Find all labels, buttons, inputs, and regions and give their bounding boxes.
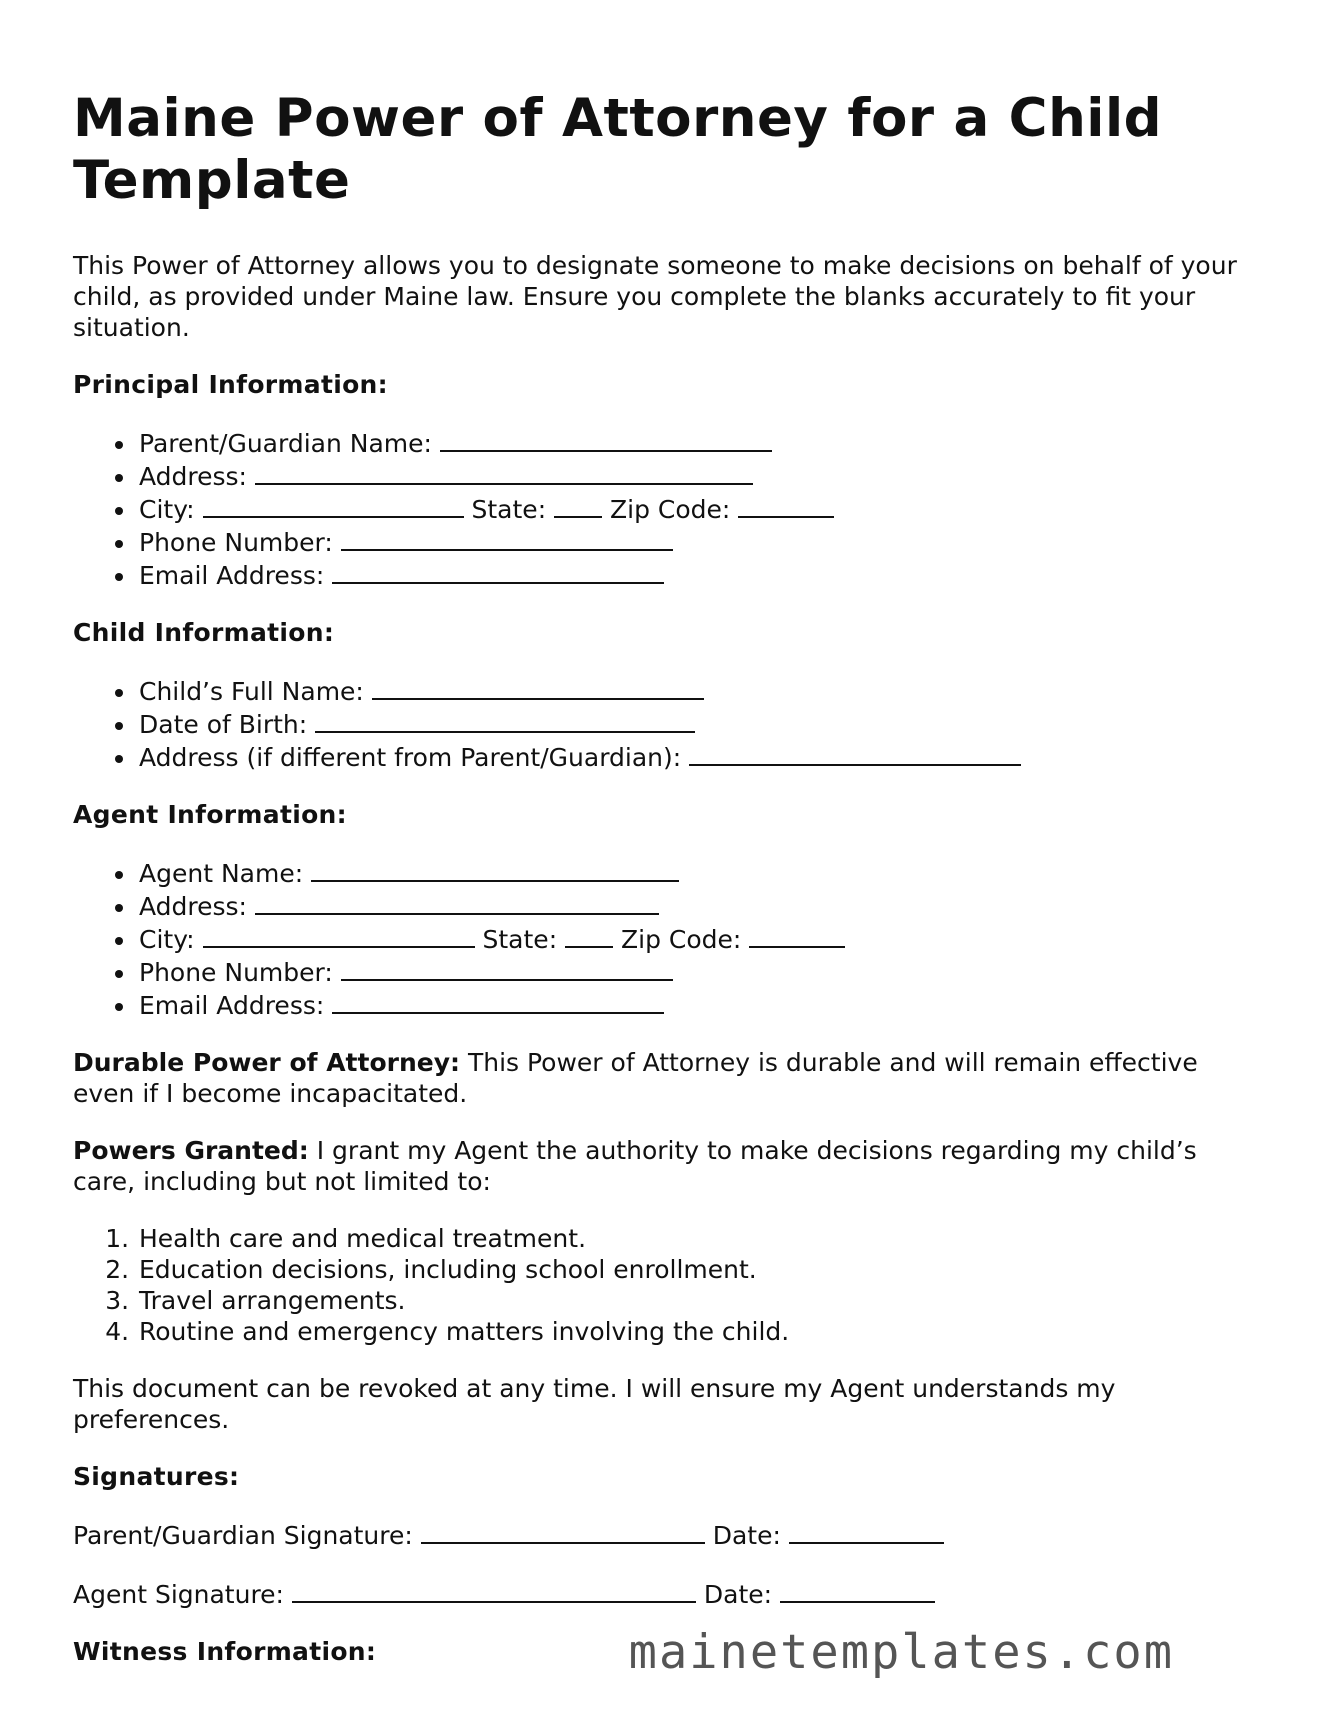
agent-phone-label: Phone Number:: [139, 958, 333, 987]
agent-signature-blank[interactable]: [292, 1577, 696, 1603]
agent-name-blank[interactable]: [311, 856, 679, 882]
list-item: 2. Education decisions, including school enrollment.: [137, 1254, 1253, 1285]
agent-city-label: City:: [139, 925, 195, 954]
agent-city-blank[interactable]: [203, 922, 475, 948]
child-address-label: Address (if different from Parent/Guardian):: [139, 743, 682, 772]
child-address-blank[interactable]: [689, 740, 1021, 766]
list-item: [137, 955, 1253, 988]
witness-heading: Witness Information:: [73, 1637, 377, 1666]
agent-date-label: Date:: [703, 1580, 773, 1609]
list-item: [137, 740, 1253, 773]
list-item: [137, 459, 1253, 492]
agent-email-blank[interactable]: [332, 988, 664, 1014]
parent-date-label: Date:: [712, 1521, 781, 1550]
child-name-label: Child’s Full Name:: [139, 677, 364, 706]
signatures-heading: Signatures:: [73, 1462, 240, 1491]
parent-signature-label: Parent/Guardian Signature:: [73, 1521, 413, 1550]
document-page: [73, 88, 1253, 1693]
durable-paragraph: [73, 1047, 1253, 1109]
parent-signature-row: [73, 1518, 1253, 1551]
powers-list: [73, 1223, 1253, 1347]
principal-name-blank[interactable]: [440, 426, 772, 452]
powers-label: Powers Granted:: [73, 1136, 309, 1165]
powers-paragraph: [73, 1135, 1253, 1197]
child-dob-label: Date of Birth:: [139, 710, 308, 739]
principal-email-blank[interactable]: [332, 558, 664, 584]
watermark: mainetemplates.com: [628, 1625, 1174, 1680]
list-item: [137, 889, 1253, 922]
agent-state-blank[interactable]: [565, 922, 613, 948]
agent-heading: Agent Information:: [73, 800, 347, 829]
principal-state-label: State:: [471, 495, 547, 524]
parent-signature-blank[interactable]: [421, 1518, 705, 1544]
principal-zip-blank[interactable]: [738, 492, 834, 518]
page-title: Maine Power of Attorney for a Child Template: [73, 88, 1163, 211]
parent-date-blank[interactable]: [789, 1518, 944, 1544]
list-item: [137, 988, 1253, 1021]
agent-address-label: Address:: [139, 892, 247, 921]
powers-text: I grant my Agent the authority to make decisions regarding my child’s care, including but not limited to:: [73, 1136, 1197, 1196]
list-item: [137, 707, 1253, 740]
agent-signature-label: Agent Signature:: [73, 1580, 284, 1609]
agent-date-blank[interactable]: [780, 1577, 935, 1603]
list-item: [137, 856, 1253, 889]
child-heading: Child Information:: [73, 618, 335, 647]
list-item: [137, 525, 1253, 558]
durable-text: This Power of Attorney is durable and will remain effective even if I become incapacitated.: [73, 1048, 1198, 1108]
agent-email-label: Email Address:: [139, 991, 325, 1020]
child-list: [73, 674, 1253, 773]
principal-heading: Principal Information:: [73, 370, 388, 399]
agent-zip-blank[interactable]: [749, 922, 845, 948]
revocation-paragraph: This document can be revoked at any time. I will ensure my Agent understands my preferences.: [73, 1374, 1116, 1434]
list-item: 1. Health care and medical treatment.: [137, 1223, 1253, 1254]
principal-email-label: Email Address:: [139, 561, 325, 590]
principal-phone-label: Phone Number:: [139, 528, 333, 557]
list-item: [137, 674, 1253, 707]
principal-city-blank[interactable]: [203, 492, 464, 518]
principal-address-label: Address:: [139, 462, 247, 491]
principal-name-label: Parent/Guardian Name:: [139, 429, 432, 458]
principal-zip-label: Zip Code:: [610, 495, 731, 524]
principal-list: [73, 426, 1253, 591]
principal-state-blank[interactable]: [554, 492, 602, 518]
list-item: 4. Routine and emergency matters involving the child.: [137, 1316, 1253, 1347]
agent-list: [73, 856, 1253, 1021]
agent-name-label: Agent Name:: [139, 859, 304, 888]
list-item: [137, 426, 1253, 459]
durable-label: Durable Power of Attorney:: [73, 1048, 461, 1077]
child-dob-blank[interactable]: [315, 707, 695, 733]
principal-city-label: City:: [139, 495, 195, 524]
agent-signature-row: [73, 1577, 1253, 1610]
agent-address-blank[interactable]: [255, 889, 659, 915]
intro-paragraph: This Power of Attorney allows you to designate someone to make decisions on behalf of your child, as provided under Maine law. Ensure you complete the blanks accurately to fit your situation.: [73, 251, 1237, 342]
list-item: [137, 922, 1253, 955]
child-name-blank[interactable]: [372, 674, 704, 700]
list-item: 3. Travel arrangements.: [137, 1285, 1253, 1316]
agent-zip-label: Zip Code:: [621, 925, 742, 954]
list-item: [137, 558, 1253, 591]
list-item: [137, 492, 1253, 525]
agent-phone-blank[interactable]: [341, 955, 673, 981]
principal-phone-blank[interactable]: [341, 525, 673, 551]
principal-address-blank[interactable]: [255, 459, 753, 485]
agent-state-label: State:: [482, 925, 558, 954]
